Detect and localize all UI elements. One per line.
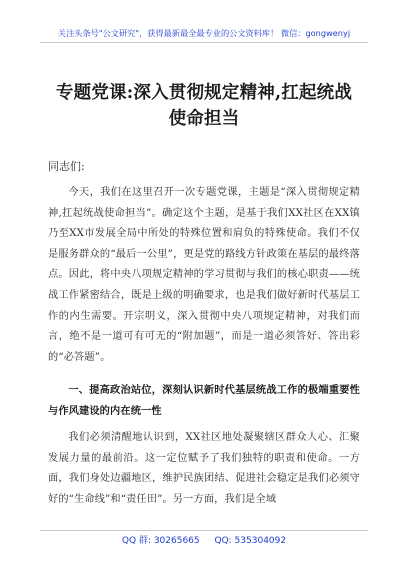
- footer: [40, 532, 368, 550]
- footer-qq-group: QQ 群: 30265665: [121, 536, 200, 546]
- paragraph-2: 我们必须清醒地认识到，XX社区地处凝聚辖区群众人心、汇聚发展力量的最前沿。这一定位赋予了我们独特的职责和使命。一方面，我们身处边疆地区，维护民族团结、促进社会稳定是我们必须守好的“生命线”和“责任田”。另一方面，我们是全域: [48, 432, 360, 505]
- footer-qq: QQ: 535304092: [214, 536, 287, 546]
- salutation: 同志们:: [48, 160, 85, 173]
- document-title: 专题党课:深入贯彻规定精神,扛起统战使命担当: [55, 83, 353, 129]
- footer-divider: [40, 530, 368, 531]
- paragraph-1: 今天，我们在这里召开一次专题党课，主题是“深入贯彻规定精神,扛起统战使命担当”。确定这个主题，是基于我们XX社区在XX镇乃至XX市发展全局中所处的特殊位置和肩负的特殊使命。我们不仅是服务群众的“最后一公里”，更是党的路线方针政策在基层的最终落点。因此，将中央八项规定精神的学习贯彻与我们的核心职责——统战工作紧密结合，既是上级的明确要求，也是我们做好新时代基层工作的内生需要。开宗明义，深入贯彻中央八项规定精神，对我们而言，绝不是一道可有可无的“附加题”，而是一道必须答好、答出彩的“必答题”。: [48, 187, 360, 363]
- header-banner: 关注头条号"公文研究"，获得最新最全最专业的公文资料库！ 微信：gongwenyj: [57, 28, 351, 38]
- header-divider: [40, 42, 368, 43]
- section-heading-1: 一、提高政治站位，深刻认识新时代基层统战工作的极端重要性与作风建设的内在统一性: [48, 384, 360, 417]
